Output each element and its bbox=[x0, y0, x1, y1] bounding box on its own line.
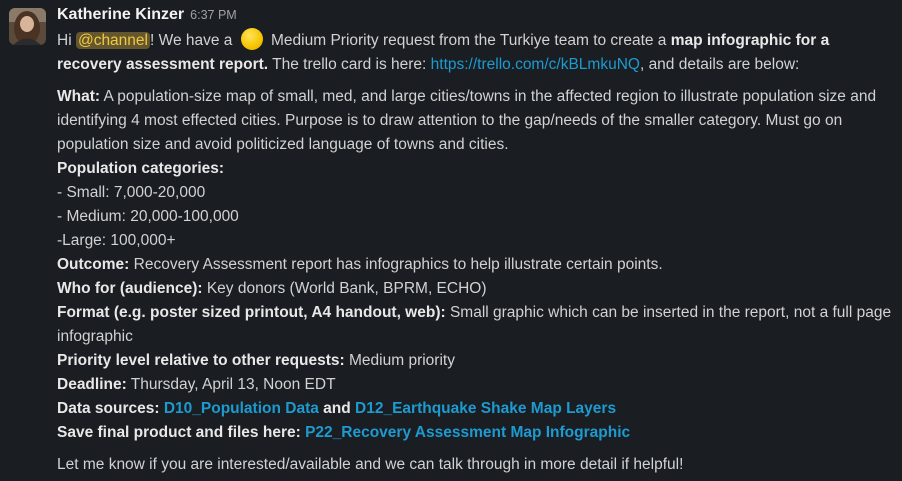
what-text: A population-size map of small, med, and large cities/towns in the affected region to illustrate population size and identifying 4 most effected cities. Purpose is to draw attention to the gap/needs of the smaller category. Must go on population size and avoid politicized language of towns and cities. bbox=[57, 88, 877, 153]
save-line bbox=[57, 421, 892, 445]
audience-text: Key donors (World Bank, BPRM, ECHO) bbox=[202, 280, 487, 297]
author-name[interactable]: Katherine Kinzer bbox=[57, 6, 185, 23]
format-label: Format (e.g. poster sized printout, A4 handout, web): bbox=[57, 304, 446, 321]
outcome-label: Outcome: bbox=[57, 256, 130, 273]
trello-link[interactable]: https://trello.com/c/kBLmkuNQ bbox=[430, 56, 640, 73]
population-small: - Small: 7,000-20,000 bbox=[57, 184, 206, 201]
avatar-image bbox=[9, 8, 46, 45]
what-label: What: bbox=[57, 88, 101, 105]
intro-bold: map infographic for a recovery assessment report. bbox=[57, 32, 830, 73]
shake-map-link[interactable]: D12_Earthquake Shake Map Layers bbox=[355, 400, 617, 417]
data-sources-label: Data sources: bbox=[57, 400, 160, 417]
population-medium: - Medium: 20,000-100,000 bbox=[57, 208, 239, 225]
deadline-label: Deadline: bbox=[57, 376, 127, 393]
priority-line bbox=[57, 349, 892, 373]
closing-paragraph: Let me know if you are interested/available and we can talk through in more detail if helpful! bbox=[57, 456, 684, 473]
what-line bbox=[57, 85, 892, 157]
audience-line bbox=[57, 277, 892, 301]
avatar[interactable] bbox=[9, 8, 46, 45]
message-header bbox=[57, 4, 892, 26]
outcome-line bbox=[57, 253, 892, 277]
channel-mention[interactable]: @channel bbox=[77, 32, 148, 49]
data-sources-and: and bbox=[318, 400, 356, 417]
format-line bbox=[57, 301, 892, 349]
intro-paragraph bbox=[57, 28, 892, 77]
format-text: Small graphic which can be inserted in the report, not a full page infographic bbox=[57, 304, 892, 345]
infographic-folder-link[interactable]: P22_Recovery Assessment Map Infographic bbox=[305, 424, 631, 441]
details-block bbox=[57, 85, 892, 445]
data-sources-line bbox=[57, 397, 892, 421]
intro-text-4: , and details are below: bbox=[639, 56, 800, 73]
yellow-circle-icon bbox=[241, 28, 263, 50]
population-data-link[interactable]: D10_Population Data bbox=[163, 400, 319, 417]
priority-text: Medium priority bbox=[344, 352, 455, 369]
deadline-line bbox=[57, 373, 892, 397]
audience-label: Who for (audience): bbox=[57, 280, 203, 297]
population-label: Population categories: bbox=[57, 160, 225, 177]
intro-text-1: ! We have a bbox=[149, 32, 237, 49]
intro-text-2: Medium Priority request from the Turkiye team to create a bbox=[266, 32, 671, 49]
intro-text-3: The trello card is here: bbox=[268, 56, 431, 73]
timestamp[interactable]: 6:37 PM bbox=[190, 8, 237, 22]
outcome-text: Recovery Assessment report has infographics to help illustrate certain points. bbox=[129, 256, 663, 273]
greeting: Hi bbox=[57, 32, 76, 49]
deadline-text: Thursday, April 13, Noon EDT bbox=[126, 376, 336, 393]
population-large: -Large: 100,000+ bbox=[57, 232, 176, 249]
priority-label: Priority level relative to other requests: bbox=[57, 352, 345, 369]
save-label: Save final product and files here: bbox=[57, 424, 301, 441]
